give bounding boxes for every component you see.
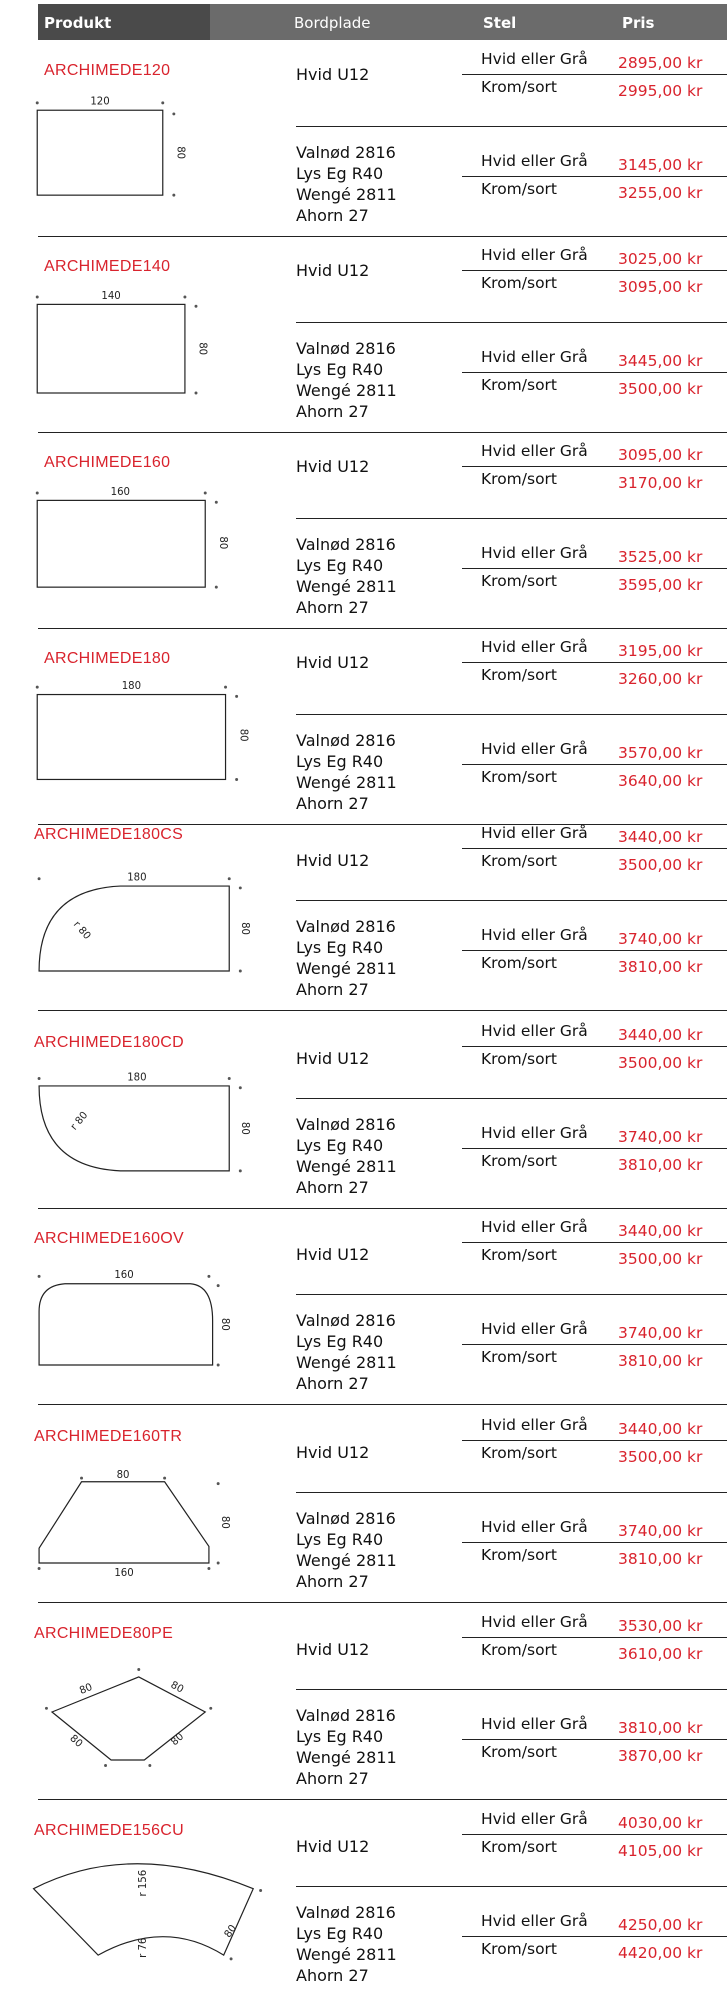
row-divider [296,714,727,715]
frame-option: Krom/sort [481,1838,558,1856]
corner-marker [36,101,39,104]
corner-marker [137,1668,140,1671]
product-section [0,42,727,238]
bordplade-item: Lys Eg R40 [296,938,384,957]
bordplade-item: Ahorn 27 [296,1966,369,1985]
corner-marker [215,501,218,504]
frame-option: Hvid eller Grå [481,1124,588,1142]
price: 3025,00 kr [618,250,703,268]
frame-option: Hvid eller Grå [481,348,588,366]
table-shape-diagram [28,86,268,236]
product-name: ARCHIMEDE180 [44,650,171,667]
product-name: ARCHIMEDE140 [44,258,171,275]
header-pris: Pris [622,14,655,32]
corner-marker [195,392,198,395]
bordplade-item: Wengé 2811 [296,1551,397,1570]
section-divider [38,628,727,629]
row-divider [462,1936,727,1937]
frame-option: Krom/sort [481,1940,558,1958]
corner-marker [207,1275,210,1278]
depth-label: 80 [222,1923,240,1941]
price: 3740,00 kr [618,1522,703,1540]
bordplade-top: Hvid U12 [296,261,370,280]
frame-option: Krom/sort [481,852,558,870]
table-shape-diagram [28,860,268,1010]
row-divider [462,1046,727,1047]
table-shape-diagram [28,282,268,432]
width-label: 180 [127,1072,147,1084]
corner-marker [239,1086,242,1089]
table-header [38,4,727,40]
section-divider [38,432,727,433]
frame-option: Krom/sort [481,572,558,590]
corner-marker [217,1284,220,1287]
bordplade-item: Ahorn 27 [296,794,369,813]
corner-marker [230,1957,233,1960]
bordplade-top: Hvid U12 [296,653,370,672]
bordplade-item: Wengé 2811 [296,185,397,204]
price: 4420,00 kr [618,1944,703,1962]
corner-marker [215,586,218,589]
width-label: 160 [110,486,130,498]
bordplade-top: Hvid U12 [296,1640,370,1659]
bordplade-top: Hvid U12 [296,1837,370,1856]
row-divider [462,466,727,467]
corner-marker [217,1562,220,1565]
bordplade-item: Valnød 2816 [296,143,396,162]
table-shape-diagram [28,674,268,824]
frame-option: Hvid eller Grå [481,1715,588,1733]
price: 3810,00 kr [618,1352,703,1370]
price: 3570,00 kr [618,744,703,762]
outer-radius-label: r 156 [138,1869,150,1897]
table-outline [39,1086,229,1171]
frame-option: Hvid eller Grå [481,544,588,562]
corner-marker [36,296,39,299]
bordplade-list [296,534,397,618]
bordplade-list [296,730,397,814]
width-label: 180 [121,681,142,692]
bordplade-list [296,1114,397,1198]
bordplade-list [296,338,397,422]
inner-radius-label: r 76 [138,1937,150,1958]
bordplade-top: Hvid U12 [296,851,370,870]
section-divider [38,1602,727,1603]
bordplade-item: Lys Eg R40 [296,752,384,771]
frame-option: Krom/sort [481,1444,558,1462]
price: 4105,00 kr [618,1842,703,1860]
corner-marker [217,1482,220,1485]
corner-marker [239,886,242,889]
price: 3170,00 kr [618,474,703,492]
row-divider [462,1542,727,1543]
price: 3095,00 kr [618,446,703,464]
frame-option: Krom/sort [481,1348,558,1366]
row-divider [296,900,727,901]
product-section [0,1605,727,1801]
bordplade-list [296,142,397,226]
price: 3810,00 kr [618,1550,703,1568]
frame-option: Hvid eller Grå [481,824,588,842]
depth-label: 80 [218,1317,230,1331]
price: 2895,00 kr [618,54,703,72]
product-name: ARCHIMEDE120 [44,62,171,79]
header-bordplade: Bordplade [294,14,371,32]
price: 3530,00 kr [618,1617,703,1635]
radius-label: r 80 [68,1109,91,1133]
bordplade-item: Lys Eg R40 [296,1136,384,1155]
bordplade-list [296,1508,397,1592]
row-divider [462,74,727,75]
row-divider [462,848,727,849]
frame-option: Hvid eller Grå [481,152,588,170]
bordplade-item: Lys Eg R40 [296,164,384,183]
corner-marker [148,1764,151,1767]
row-divider [462,270,727,271]
depth-label: 80 [196,342,208,356]
product-name: ARCHIMEDE80PE [34,1625,174,1642]
price: 3525,00 kr [618,548,703,566]
bordplade-item: Ahorn 27 [296,980,369,999]
price: 3740,00 kr [618,1128,703,1146]
product-section [0,1210,727,1406]
table-outline [37,500,205,587]
bottom-width-label: 160 [114,1567,134,1579]
corner-marker [104,1764,107,1767]
product-section [0,1014,727,1210]
frame-option: Krom/sort [481,1743,558,1761]
price: 3195,00 kr [618,642,703,660]
frame-option: Hvid eller Grå [481,1416,588,1434]
section-divider [38,1010,727,1011]
side-label: 80 [67,1733,85,1750]
product-name: ARCHIMEDE160OV [34,1230,185,1247]
product-section [0,630,727,826]
product-name: ARCHIMEDE180CD [34,1034,185,1051]
section-divider [38,236,727,237]
section-divider [38,1799,727,1800]
table-shape-diagram [28,1846,268,1996]
table-outline [37,110,163,195]
frame-option: Hvid eller Grå [481,1518,588,1536]
bordplade-item: Ahorn 27 [296,402,369,421]
product-section [0,238,727,434]
price: 2995,00 kr [618,82,703,100]
price: 3440,00 kr [618,1026,703,1044]
corner-marker [209,1707,212,1710]
table-shape-diagram [28,1058,268,1208]
price: 3255,00 kr [618,184,703,202]
bordplade-item: Lys Eg R40 [296,1530,384,1549]
price: 3740,00 kr [618,1324,703,1342]
price: 3445,00 kr [618,352,703,370]
price: 3440,00 kr [618,1222,703,1240]
frame-option: Krom/sort [481,78,558,96]
price: 3500,00 kr [618,380,703,398]
frame-option: Hvid eller Grå [481,1613,588,1631]
bordplade-list [296,1705,397,1789]
price: 4030,00 kr [618,1814,703,1832]
frame-option: Hvid eller Grå [481,638,588,656]
bordplade-item: Valnød 2816 [296,1115,396,1134]
frame-option: Krom/sort [481,954,558,972]
bordplade-item: Wengé 2811 [296,1945,397,1964]
row-divider [296,1294,727,1295]
bordplade-item: Wengé 2811 [296,577,397,596]
bordplade-item: Ahorn 27 [296,1178,369,1197]
price: 3500,00 kr [618,1250,703,1268]
bordplade-item: Wengé 2811 [296,1157,397,1176]
bordplade-item: Valnød 2816 [296,1706,396,1725]
bordplade-list [296,1310,397,1394]
frame-option: Krom/sort [481,180,558,198]
bordplade-top: Hvid U12 [296,1049,370,1068]
row-divider [462,568,727,569]
corner-marker [224,686,227,689]
bordplade-item: Lys Eg R40 [296,1924,384,1943]
corner-marker [183,296,186,299]
price: 3595,00 kr [618,576,703,594]
bordplade-item: Ahorn 27 [296,1374,369,1393]
table-shape-diagram [28,478,268,628]
row-divider [462,1440,727,1441]
bordplade-item: Ahorn 27 [296,598,369,617]
table-outline [39,1482,209,1563]
bordplade-item: Wengé 2811 [296,773,397,792]
frame-option: Hvid eller Grå [481,926,588,944]
top-width-label: 80 [116,1470,130,1482]
product-section [0,1802,727,1998]
row-divider [296,322,727,323]
depth-label: 80 [239,1121,251,1135]
table-shape-diagram [28,1254,268,1404]
table-outline [37,304,185,393]
corner-marker [228,877,231,880]
corner-marker [195,305,198,308]
row-divider [462,764,727,765]
corner-marker [163,1477,166,1480]
row-divider [462,372,727,373]
row-divider [296,1098,727,1099]
bordplade-item: Wengé 2811 [296,959,397,978]
depth-label: 80 [237,728,249,742]
bordplade-item: Lys Eg R40 [296,556,384,575]
table-shape-diagram [28,1452,268,1602]
bordplade-item: Lys Eg R40 [296,1332,384,1351]
product-name: ARCHIMEDE156CU [34,1822,185,1839]
corner-marker [172,194,175,197]
row-divider [462,1148,727,1149]
corner-marker [36,686,39,689]
frame-option: Hvid eller Grå [481,50,588,68]
row-divider [296,1492,727,1493]
corner-marker [228,1077,231,1080]
corner-marker [38,1567,41,1570]
header-produkt: Produkt [44,14,112,32]
side-label: 80 [168,1679,186,1696]
price: 3810,00 kr [618,1156,703,1174]
bordplade-item: Valnød 2816 [296,535,396,554]
product-name: ARCHIMEDE160TR [34,1428,183,1445]
frame-option: Krom/sort [481,1246,558,1264]
table-outline [37,695,225,780]
corner-marker [239,1169,242,1172]
row-divider [296,518,727,519]
side-label: 80 [78,1681,95,1697]
section-divider [38,1208,727,1209]
price: 3640,00 kr [618,772,703,790]
frame-option: Krom/sort [481,376,558,394]
frame-option: Hvid eller Grå [481,246,588,264]
bordplade-item: Wengé 2811 [296,381,397,400]
frame-option: Krom/sort [481,470,558,488]
bordplade-item: Wengé 2811 [296,1353,397,1372]
row-divider [462,950,727,951]
table-outline [39,1284,213,1365]
corner-marker [239,970,242,973]
depth-label: 80 [239,922,251,935]
row-divider [296,1689,727,1690]
side-label: 80 [169,1731,187,1749]
corner-marker [217,1364,220,1367]
frame-option: Krom/sort [481,666,558,684]
frame-option: Krom/sort [481,274,558,292]
corner-marker [204,492,207,495]
bordplade-item: Wengé 2811 [296,1748,397,1767]
price: 3440,00 kr [618,828,703,846]
bordplade-top: Hvid U12 [296,1443,370,1462]
corner-marker [161,101,164,104]
frame-option: Krom/sort [481,1641,558,1659]
bordplade-item: Ahorn 27 [296,1769,369,1788]
width-label: 160 [114,1270,134,1282]
price: 3145,00 kr [618,156,703,174]
corner-marker [45,1707,48,1710]
frame-option: Hvid eller Grå [481,740,588,758]
frame-option: Krom/sort [481,768,558,786]
depth-label: 80 [218,1515,230,1529]
row-divider [462,1637,727,1638]
frame-option: Hvid eller Grå [481,1022,588,1040]
bordplade-item: Valnød 2816 [296,339,396,358]
price: 3610,00 kr [618,1645,703,1663]
width-label: 120 [90,96,110,108]
bordplade-list [296,916,397,1000]
header-stel: Stel [483,14,517,32]
bordplade-item: Ahorn 27 [296,1572,369,1591]
frame-option: Hvid eller Grå [481,1218,588,1236]
row-divider [462,1739,727,1740]
bordplade-item: Valnød 2816 [296,917,396,936]
corner-marker [38,877,41,880]
frame-option: Krom/sort [481,1050,558,1068]
price: 3500,00 kr [618,1054,703,1072]
price: 4250,00 kr [618,1916,703,1934]
row-divider [296,1886,727,1887]
bordplade-item: Valnød 2816 [296,1509,396,1528]
row-divider [462,1242,727,1243]
bordplade-item: Ahorn 27 [296,206,369,225]
bordplade-top: Hvid U12 [296,65,370,84]
product-section [0,816,727,1012]
corner-marker [235,695,238,698]
table-outline [39,886,229,971]
row-divider [296,126,727,127]
product-name: ARCHIMEDE160 [44,454,171,471]
row-divider [462,1834,727,1835]
width-label: 140 [101,290,121,302]
frame-option: Hvid eller Grå [481,1320,588,1338]
bordplade-list [296,1902,397,1986]
price: 3500,00 kr [618,1448,703,1466]
table-shape-diagram [28,1649,268,1799]
corner-marker [36,492,39,495]
frame-option: Hvid eller Grå [481,442,588,460]
corner-marker [38,1275,41,1278]
product-section [0,434,727,630]
price: 3740,00 kr [618,930,703,948]
row-divider [462,662,727,663]
bordplade-item: Valnød 2816 [296,731,396,750]
bordplade-top: Hvid U12 [296,457,370,476]
frame-option: Krom/sort [481,1546,558,1564]
price: 3500,00 kr [618,856,703,874]
price: 3440,00 kr [618,1420,703,1438]
depth-label: 80 [217,536,228,550]
corner-marker [207,1567,210,1570]
price: 3095,00 kr [618,278,703,296]
section-divider [38,1404,727,1405]
frame-option: Hvid eller Grå [481,1810,588,1828]
product-name: ARCHIMEDE180CS [34,826,184,843]
bordplade-top: Hvid U12 [296,1245,370,1264]
frame-option: Hvid eller Grå [481,1912,588,1930]
corner-marker [38,1077,41,1080]
radius-label: r 80 [70,919,93,942]
width-label: 180 [127,872,147,884]
price: 3870,00 kr [618,1747,703,1765]
corner-marker [235,778,238,781]
bordplade-item: Valnød 2816 [296,1903,396,1922]
price: 3260,00 kr [618,670,703,688]
depth-label: 80 [174,146,186,160]
bordplade-item: Valnød 2816 [296,1311,396,1330]
corner-marker [172,112,175,115]
price: 3810,00 kr [618,1719,703,1737]
corner-marker [259,1889,262,1892]
price: 3810,00 kr [618,958,703,976]
bordplade-item: Lys Eg R40 [296,360,384,379]
product-section [0,1408,727,1604]
bordplade-item: Lys Eg R40 [296,1727,384,1746]
corner-marker [80,1477,83,1480]
row-divider [462,176,727,177]
row-divider [462,1344,727,1345]
frame-option: Krom/sort [481,1152,558,1170]
